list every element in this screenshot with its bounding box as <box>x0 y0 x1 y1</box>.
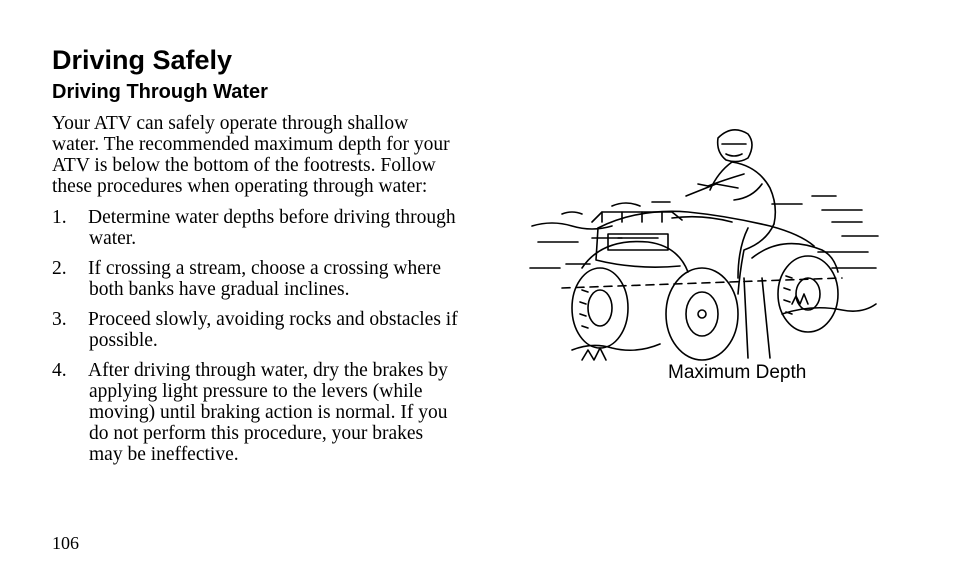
intro-paragraph <box>52 113 522 197</box>
atv-in-water-illustration <box>522 118 884 390</box>
step-number: 3. <box>52 309 67 330</box>
step-text <box>88 309 458 351</box>
step-line: may be ineffective. <box>89 444 239 465</box>
step-number: 1. <box>52 207 67 228</box>
maximum-depth-label: Maximum Depth <box>668 362 807 383</box>
step-text <box>88 360 448 465</box>
step-line: After driving through water, dry the brakes by <box>88 360 448 381</box>
step-line: water. <box>89 228 137 249</box>
step-line: If crossing a stream, choose a crossing where <box>88 258 442 279</box>
intro-line: ATV is below the bottom of the footrests. Follow <box>52 155 436 176</box>
page-number: 106 <box>52 533 79 553</box>
step-number: 2. <box>52 258 67 279</box>
step-line: Determine water depths before driving through <box>88 207 456 228</box>
step-line: do not perform this procedure, your brakes <box>89 423 424 444</box>
step-text <box>88 258 441 300</box>
page-heading: Driving Safely <box>52 45 233 75</box>
step-line: both banks have gradual inclines. <box>89 279 350 300</box>
intro-line: these procedures when operating through water: <box>52 176 428 197</box>
list-item <box>52 309 522 351</box>
step-text <box>88 207 456 249</box>
section-subheading: Driving Through Water <box>52 81 268 103</box>
intro-line: Your ATV can safely operate through shallow <box>52 113 409 134</box>
step-line: moving) until braking action is normal. If you <box>89 402 448 423</box>
list-item <box>52 258 522 300</box>
step-line: possible. <box>89 330 158 351</box>
list-item <box>52 207 522 249</box>
procedure-list <box>52 207 522 465</box>
intro-line: water. The recommended maximum depth for your <box>52 134 450 155</box>
body-text <box>52 113 522 474</box>
atv-drawing-icon <box>522 118 884 390</box>
list-item <box>52 360 522 465</box>
step-line: applying light pressure to the levers (while <box>89 381 423 402</box>
step-line: Proceed slowly, avoiding rocks and obstacles if <box>88 309 458 330</box>
step-number: 4. <box>52 360 67 381</box>
